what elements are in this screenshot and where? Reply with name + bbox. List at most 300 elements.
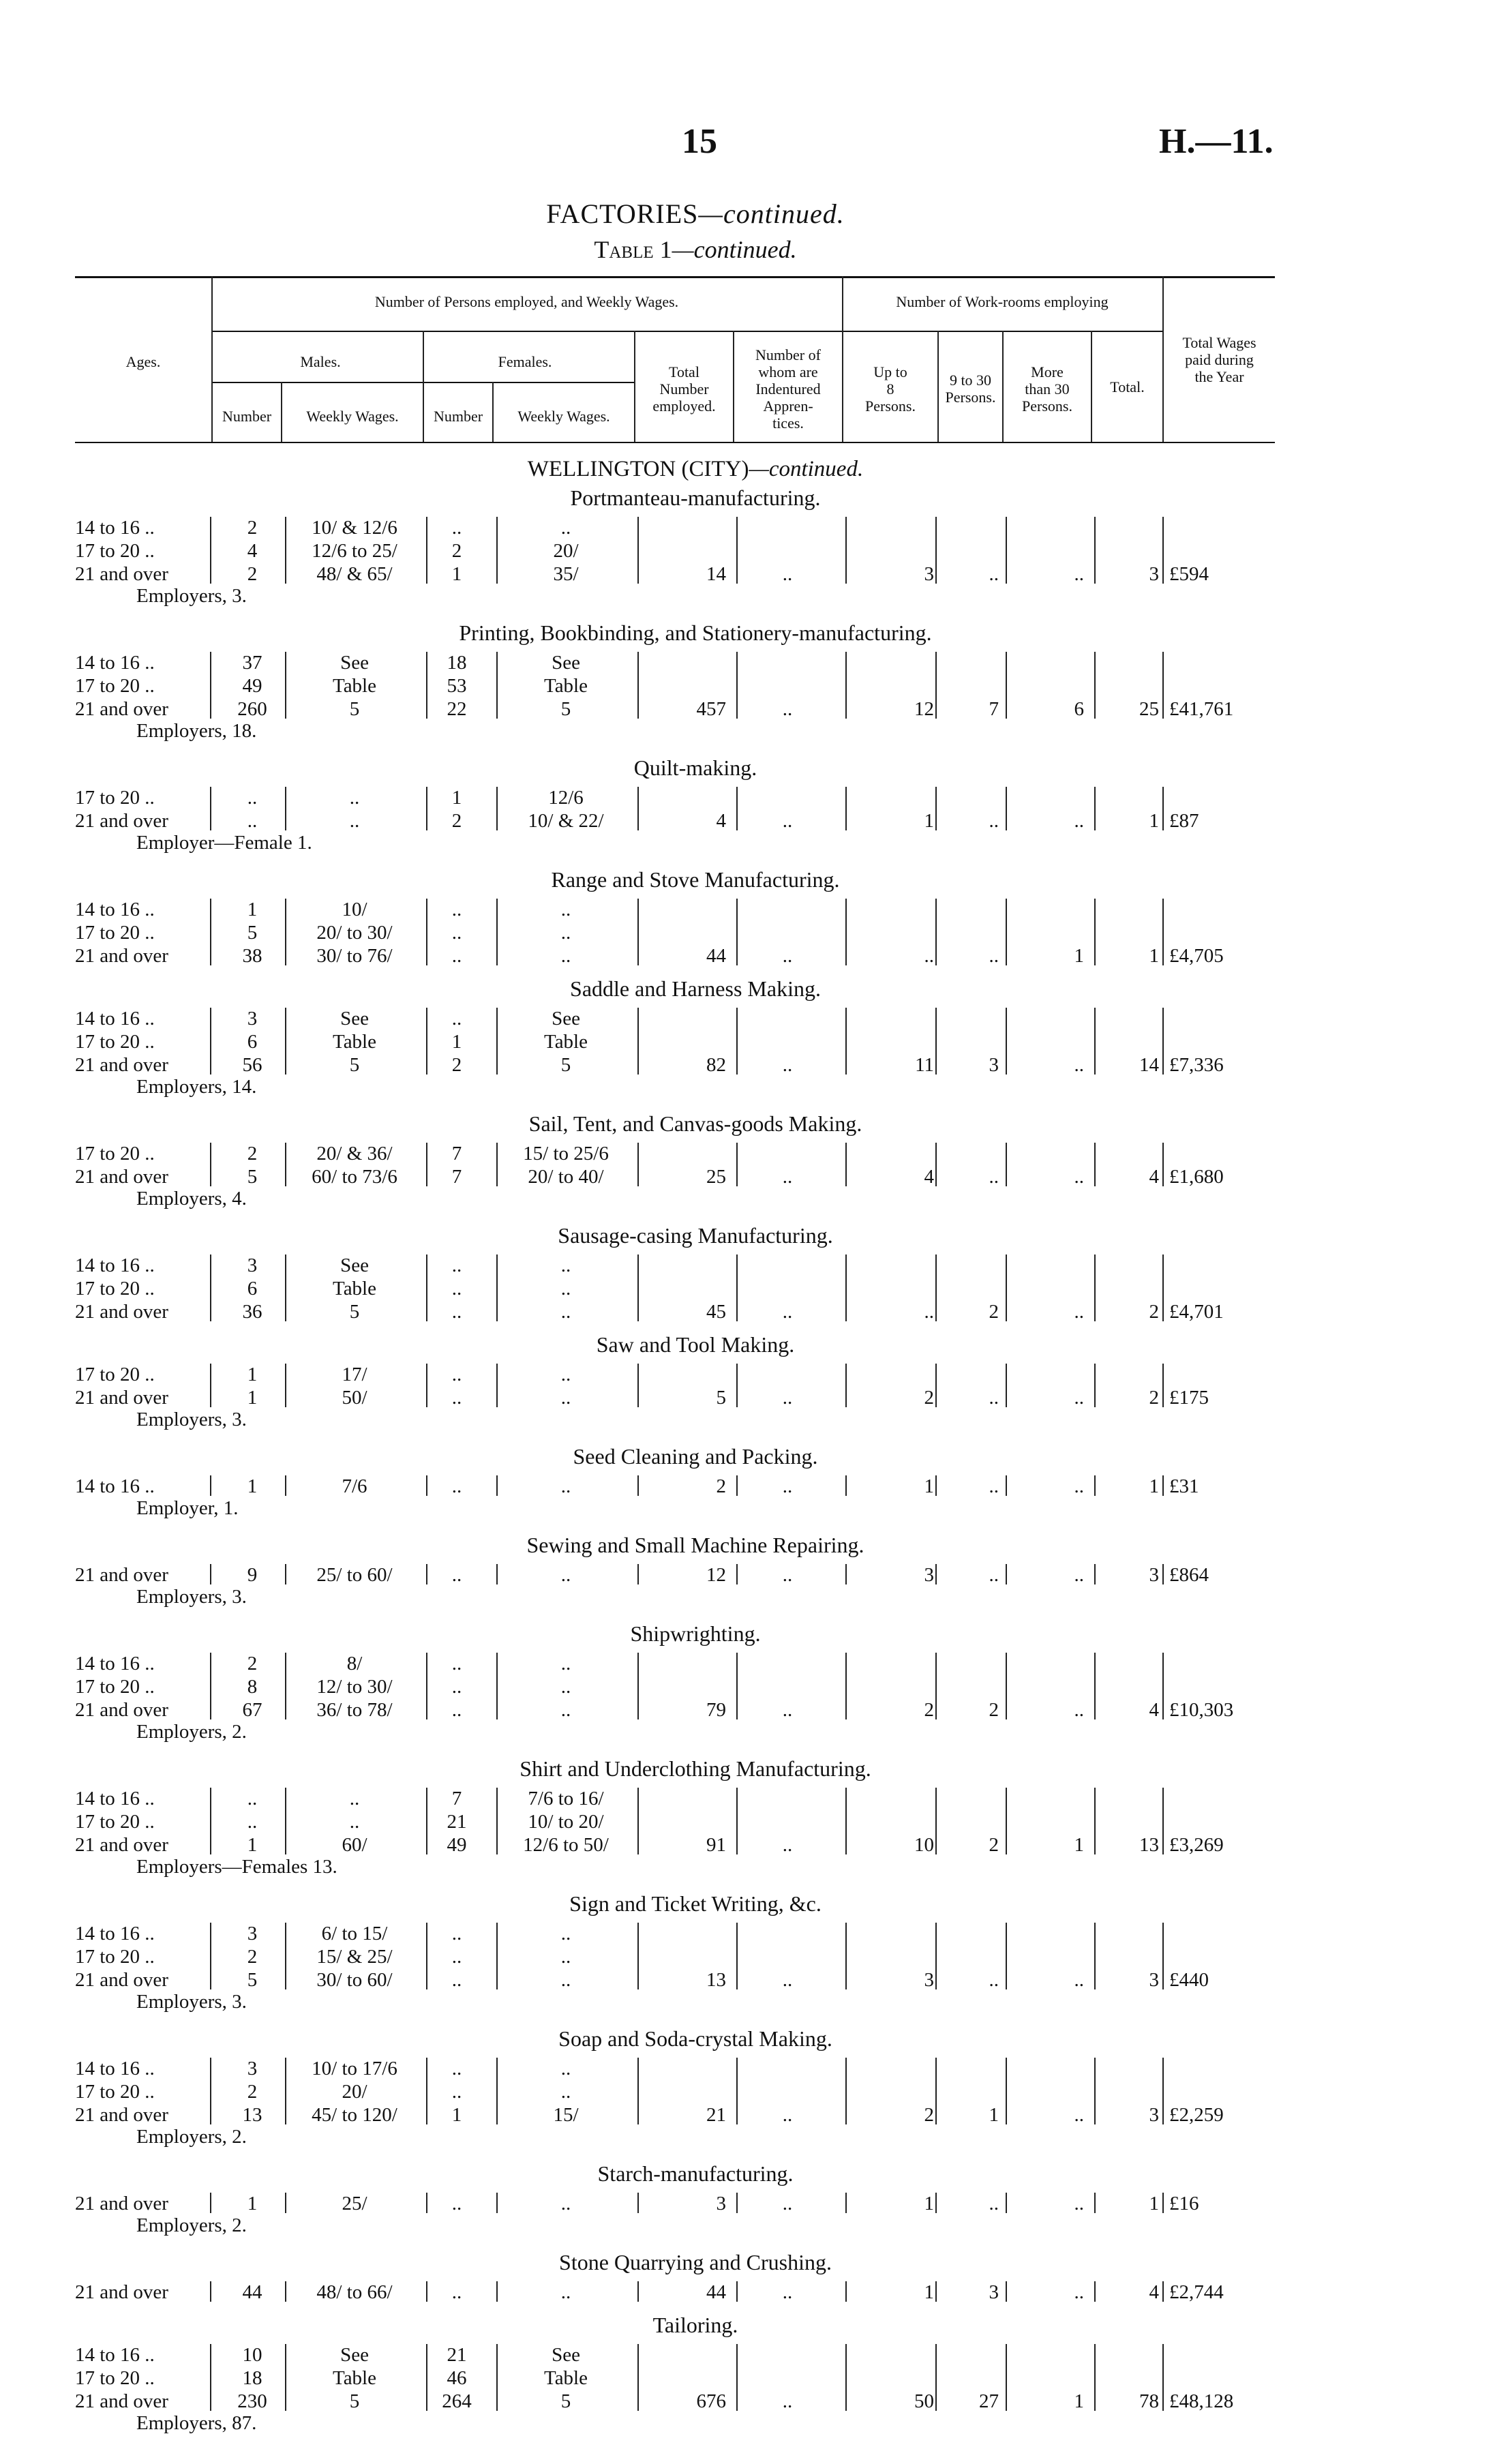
column-divider <box>637 2281 639 2302</box>
column-divider <box>637 652 639 719</box>
cell-males-number: 44 <box>242 2281 262 2303</box>
table-row <box>0 1030 1391 1054</box>
cell-males-number: 6 <box>247 1031 258 1053</box>
cell-females-number: 21 <box>447 2344 467 2366</box>
column-divider <box>845 1254 847 1321</box>
cell-age: 14 to 16 .. <box>75 1923 155 1944</box>
cell-age: 17 to 20 .. <box>75 2367 155 2389</box>
cell-total: 1 <box>1149 2193 1159 2214</box>
cell-males-wages: Table <box>333 1278 376 1299</box>
cell-males-wages: 20/ to 30/ <box>316 922 393 944</box>
females-wages-header: Weekly Wages. <box>517 408 610 425</box>
column-divider <box>935 1364 937 1407</box>
column-divider <box>496 787 498 830</box>
cell-males-number: 1 <box>247 1475 258 1497</box>
apprentices-header-line: tices. <box>772 415 804 432</box>
column-divider <box>285 2344 286 2411</box>
cell-apprentices: .. <box>782 1969 793 1991</box>
column-divider <box>285 1143 286 1186</box>
column-divider <box>637 787 639 830</box>
column-divider <box>1162 1923 1164 1989</box>
cell-females-wages: 15/ to 25/6 <box>523 1143 609 1165</box>
column-divider <box>1006 899 1007 965</box>
column-divider <box>426 2193 427 2213</box>
cell-total-employed: 13 <box>706 1969 726 1991</box>
employers-note: Employers, 4. <box>136 1188 247 1210</box>
cell-males-wages: 36/ to 78/ <box>316 1699 393 1721</box>
cell-females-number: .. <box>451 1969 462 1991</box>
total-employed-header-line: Number <box>659 380 709 397</box>
table-row <box>0 1253 1391 1278</box>
cell-total-wages: £2,744 <box>1169 2281 1224 2303</box>
cell-total-employed: 79 <box>706 1699 726 1721</box>
cell-age: 21 and over <box>75 698 168 720</box>
column-divider <box>496 1254 498 1321</box>
cell-age: 21 and over <box>75 1387 168 1409</box>
cell-age: 14 to 16 .. <box>75 1653 155 1674</box>
cell-females-number: 2 <box>451 540 462 562</box>
cell-age: 17 to 20 .. <box>75 1811 155 1833</box>
cell-females-wages: Table <box>544 675 588 697</box>
apprentices-header-line: Indentured <box>755 380 821 397</box>
cell-age: 21 and over <box>75 563 168 585</box>
cell-more-than-30: 6 <box>1074 698 1084 720</box>
column-divider <box>1162 1788 1164 1854</box>
column-divider <box>426 2281 427 2302</box>
cell-apprentices: .. <box>782 1387 793 1409</box>
cell-up-to-8: 4 <box>924 1166 934 1188</box>
column-divider <box>1162 2193 1164 2213</box>
cell-total-employed: 3 <box>716 2193 726 2214</box>
cell-apprentices: .. <box>782 563 793 585</box>
more-than-30-header <box>1004 363 1091 415</box>
column-divider <box>736 1564 738 1584</box>
column-divider <box>736 1788 738 1854</box>
document-reference: H.—11. <box>1159 122 1274 161</box>
column-divider <box>285 899 286 965</box>
cell-males-wages: 6/ to 15/ <box>321 1923 388 1944</box>
cell-females-wages: .. <box>560 1923 571 1944</box>
cell-apprentices: .. <box>782 2193 793 2214</box>
column-divider <box>935 899 937 965</box>
column-divider <box>1094 2058 1096 2124</box>
cell-females-number: .. <box>451 922 462 944</box>
cell-age: 21 and over <box>75 1564 168 1586</box>
cell-total: 13 <box>1139 1834 1159 1856</box>
cell-age: 17 to 20 .. <box>75 922 155 944</box>
cell-nine-to-30: .. <box>989 1387 999 1409</box>
cell-males-wages: 20/ & 36/ <box>316 1143 393 1165</box>
column-divider <box>496 1008 498 1075</box>
cell-males-wages: 5 <box>349 698 360 720</box>
cell-males-wages: 48/ to 66/ <box>316 2281 393 2303</box>
cell-females-wages: .. <box>560 2081 571 2103</box>
cell-females-wages: .. <box>560 1653 571 1674</box>
column-divider <box>426 1788 427 1854</box>
section-title-saddle-and-harness-making: Saddle and Harness Making. <box>570 976 821 1001</box>
column-divider <box>1006 1475 1007 1496</box>
males-wages-header: Weekly Wages. <box>306 408 399 425</box>
column-divider <box>426 2058 427 2124</box>
cell-males-number: 13 <box>242 2104 262 2126</box>
cell-nine-to-30: .. <box>989 810 999 832</box>
section-title-tailoring: Tailoring. <box>652 2313 738 2337</box>
cell-females-wages: .. <box>560 2281 571 2303</box>
column-divider <box>1094 1564 1096 1584</box>
cell-females-wages: 7/6 to 16/ <box>528 1788 604 1809</box>
cell-age: 14 to 16 .. <box>75 517 155 539</box>
cell-males-number: 49 <box>242 675 262 697</box>
column-divider <box>1094 1254 1096 1321</box>
cell-total-employed: 2 <box>716 1475 726 1497</box>
cell-total-wages: £175 <box>1169 1387 1209 1409</box>
cell-nine-to-30: 3 <box>989 1054 999 1076</box>
total-employed-header-line: Total <box>669 363 699 380</box>
section-title-shirt-and-underclothing-manufacturing: Shirt and Underclothing Manufacturing. <box>519 1756 871 1781</box>
employers-note: Employers, 2. <box>136 1721 247 1743</box>
cell-males-number: 1 <box>247 899 258 920</box>
cell-females-wages: 10/ to 20/ <box>528 1811 604 1833</box>
cell-age: 21 and over <box>75 1969 168 1991</box>
column-divider <box>1162 1653 1164 1719</box>
column-divider <box>426 1564 427 1584</box>
section-title-range-and-stove-manufacturing: Range and Stove Manufacturing. <box>551 867 840 892</box>
column-divider <box>1006 1254 1007 1321</box>
column-divider <box>935 2344 937 2411</box>
section-title-starch-manufacturing: Starch-manufacturing. <box>597 2161 794 2186</box>
males-number-header: Number <box>222 408 272 425</box>
cell-females-number: .. <box>451 1699 462 1721</box>
cell-up-to-8: 1 <box>924 2193 934 2214</box>
cell-nine-to-30: .. <box>989 1475 999 1497</box>
column-divider <box>637 1788 639 1854</box>
column-divider <box>1006 2193 1007 2213</box>
column-divider <box>1162 517 1164 584</box>
cell-up-to-8: 3 <box>924 1969 934 1991</box>
cell-males-number: 4 <box>247 540 258 562</box>
cell-up-to-8: 11 <box>915 1054 934 1076</box>
cell-age: 17 to 20 .. <box>75 787 155 809</box>
cell-total-employed: 44 <box>706 2281 726 2303</box>
cell-males-number: 1 <box>247 1834 258 1856</box>
column-divider <box>845 1008 847 1075</box>
cell-females-number: .. <box>451 1946 462 1968</box>
cell-age: 14 to 16 .. <box>75 1254 155 1276</box>
cell-apprentices: .. <box>782 1166 793 1188</box>
cell-males-number: .. <box>247 1811 258 1833</box>
column-divider <box>285 517 286 584</box>
table-subtitle <box>0 235 1391 264</box>
section-title-shipwrighting: Shipwrighting. <box>630 1621 761 1646</box>
cell-nine-to-30: .. <box>989 1969 999 1991</box>
cell-females-number: .. <box>451 1475 462 1497</box>
cell-females-wages: .. <box>560 1699 571 1721</box>
cell-total-employed: 91 <box>706 1834 726 1856</box>
column-divider <box>845 1923 847 1989</box>
table-row <box>0 697 1391 721</box>
cell-nine-to-30: 2 <box>989 1699 999 1721</box>
column-divider <box>210 517 211 584</box>
column-divider <box>736 1923 738 1989</box>
column-divider <box>210 2058 211 2124</box>
column-divider <box>736 652 738 719</box>
employers-note: Employers, 14. <box>136 1076 257 1098</box>
column-divider <box>1094 1364 1096 1407</box>
column-divider <box>285 652 286 719</box>
cell-total-employed: 12 <box>706 1564 726 1586</box>
cell-males-number: 38 <box>242 945 262 967</box>
column-divider <box>935 1143 937 1186</box>
cell-total: 4 <box>1149 1166 1159 1188</box>
column-divider <box>496 1143 498 1186</box>
cell-males-number: 5 <box>247 1166 258 1188</box>
cell-females-wages: 5 <box>560 698 571 720</box>
table-continued: —continued. <box>672 236 797 263</box>
cell-nine-to-30: 2 <box>989 1834 999 1856</box>
cell-females-number: 46 <box>447 2367 467 2389</box>
column-divider <box>736 1653 738 1719</box>
cell-males-number: 2 <box>247 1946 258 1968</box>
cell-males-number: 2 <box>247 2081 258 2103</box>
column-divider <box>1006 1564 1007 1584</box>
cell-males-wages: 20/ <box>342 2081 367 2103</box>
table-row <box>0 1385 1391 1410</box>
column-divider <box>1162 1143 1164 1186</box>
up-to-8-header <box>843 363 937 415</box>
column-divider <box>736 2193 738 2213</box>
cell-females-wages: .. <box>560 922 571 944</box>
column-divider <box>736 1008 738 1075</box>
table-row <box>0 2389 1391 2414</box>
cell-females-number: 7 <box>451 1788 462 1809</box>
column-divider <box>210 1143 211 1186</box>
column-divider <box>210 2281 211 2302</box>
cell-males-wages: 12/ to 30/ <box>316 1676 393 1698</box>
cell-total-employed: 5 <box>716 1387 726 1409</box>
cell-females-number: .. <box>451 1301 462 1323</box>
cell-age: 14 to 16 .. <box>75 1475 155 1497</box>
cell-males-number: 37 <box>242 652 262 674</box>
cell-females-wages: See <box>552 2344 580 2366</box>
cell-males-number: 18 <box>242 2367 262 2389</box>
cell-males-wages: 25/ to 60/ <box>316 1564 393 1586</box>
cell-females-wages: .. <box>560 945 571 967</box>
column-divider <box>1006 1143 1007 1186</box>
cell-total-wages: £48,128 <box>1169 2390 1234 2412</box>
cell-females-number: 53 <box>447 675 467 697</box>
cell-females-number: .. <box>451 2193 462 2214</box>
cell-females-wages: 20/ to 40/ <box>528 1166 604 1188</box>
column-divider <box>1094 1788 1096 1854</box>
persons-group-header: Number of Persons employed, and Weekly Wages. <box>374 293 679 310</box>
cell-females-wages: .. <box>560 1475 571 1497</box>
cell-males-number: 1 <box>247 2193 258 2214</box>
cell-total-wages: £2,259 <box>1169 2104 1224 2126</box>
column-divider <box>1094 652 1096 719</box>
column-divider <box>210 1254 211 1321</box>
column-divider <box>935 2193 937 2213</box>
title-main: FACTORIES <box>546 198 699 229</box>
column-divider <box>845 2193 847 2213</box>
workrooms-group-header: Number of Work-rooms employing <box>896 293 1109 310</box>
column-divider <box>285 1923 286 1989</box>
cell-females-number: .. <box>451 1008 462 1030</box>
cell-females-wages: Table <box>544 2367 588 2389</box>
column-divider <box>935 787 937 830</box>
section-title-stone-quarrying-and-crushing: Stone Quarrying and Crushing. <box>559 2250 832 2274</box>
cell-apprentices: .. <box>782 1475 793 1497</box>
cell-age: 21 and over <box>75 1166 168 1188</box>
table-row <box>0 1006 1391 1031</box>
column-divider <box>1006 652 1007 719</box>
cell-males-wages: 60/ to 73/6 <box>312 1166 397 1188</box>
cell-females-wages: See <box>552 652 580 674</box>
cell-females-wages: .. <box>560 2193 571 2214</box>
cell-males-number: 5 <box>247 922 258 944</box>
nine-to-30-header-line: 9 to 30 <box>949 372 992 389</box>
cell-females-wages: .. <box>560 517 571 539</box>
persons-group-rule <box>211 331 842 332</box>
column-divider <box>285 2193 286 2213</box>
section-title-sail-tent-and-canvas-goods-making: Sail, Tent, and Canvas-goods Making. <box>528 1111 862 1136</box>
table-row <box>0 1921 1391 1946</box>
cell-total-employed: 25 <box>706 1166 726 1188</box>
more-than-30-header-line: than 30 <box>1025 380 1070 397</box>
column-divider <box>736 2344 738 2411</box>
cell-more-than-30: .. <box>1074 2193 1084 2214</box>
females-number-header: Number <box>433 408 483 425</box>
column-divider <box>285 787 286 830</box>
cell-females-wages: 12/6 <box>548 787 584 809</box>
column-divider <box>210 2193 211 2213</box>
total-employed-header <box>635 363 733 415</box>
cell-total-employed: 45 <box>706 1301 726 1323</box>
cell-males-number: 5 <box>247 1969 258 1991</box>
cell-up-to-8: 1 <box>924 1475 934 1497</box>
column-divider <box>1006 1923 1007 1989</box>
column-divider <box>426 1143 427 1186</box>
cell-females-wages: 5 <box>560 2390 571 2412</box>
cell-females-wages: See <box>552 1008 580 1030</box>
column-divider <box>285 1364 286 1407</box>
cell-up-to-8: 12 <box>914 698 934 720</box>
section-title-quilt-making: Quilt-making. <box>633 755 757 780</box>
cell-females-number: .. <box>451 1364 462 1385</box>
table-row <box>0 2056 1391 2081</box>
cell-total-wages: £594 <box>1169 563 1209 585</box>
column-divider <box>210 2344 211 2411</box>
cell-males-wages: 30/ to 76/ <box>316 945 393 967</box>
cell-males-wages: 10/ & 12/6 <box>312 517 397 539</box>
cell-males-number: 9 <box>247 1564 258 1586</box>
cell-apprentices: .. <box>782 2104 793 2126</box>
region-continued: —continued. <box>749 457 864 481</box>
cell-age: 17 to 20 .. <box>75 2081 155 2103</box>
column-divider <box>637 2193 639 2213</box>
cell-more-than-30: .. <box>1074 2281 1084 2303</box>
cell-total-wages: £31 <box>1169 1475 1199 1497</box>
cell-males-number: 260 <box>237 698 267 720</box>
total-wages-header <box>1164 334 1275 385</box>
cell-age: 21 and over <box>75 945 168 967</box>
cell-females-wages: .. <box>560 2058 571 2079</box>
column-divider <box>637 1653 639 1719</box>
column-divider <box>736 1475 738 1496</box>
cell-more-than-30: .. <box>1074 1166 1084 1188</box>
column-divider <box>736 1254 738 1321</box>
cell-females-wages: .. <box>560 1564 571 1586</box>
column-divider <box>1094 899 1096 965</box>
cell-males-wages: 5 <box>349 1054 360 1076</box>
cell-males-wages: Table <box>333 1031 376 1053</box>
cell-apprentices: .. <box>782 945 793 967</box>
column-divider <box>496 2058 498 2124</box>
more-than-30-header-line: Persons. <box>1022 397 1072 415</box>
cell-more-than-30: .. <box>1074 563 1084 585</box>
column-divider <box>637 1364 639 1407</box>
cell-females-number: 1 <box>451 1031 462 1053</box>
cell-nine-to-30: .. <box>989 945 999 967</box>
cell-females-wages: 20/ <box>553 540 579 562</box>
cell-females-number: 49 <box>447 1834 467 1856</box>
cell-age: 14 to 16 .. <box>75 2344 155 2366</box>
cell-females-wages: .. <box>560 1676 571 1698</box>
cell-males-number: 8 <box>247 1676 258 1698</box>
cell-males-wages: See <box>340 2344 369 2366</box>
column-divider <box>210 1475 211 1496</box>
cell-males-wages: 7/6 <box>342 1475 367 1497</box>
section-title-soap-and-soda-crystal-making: Soap and Soda-crystal Making. <box>558 2026 832 2051</box>
cell-nine-to-30: .. <box>989 1166 999 1188</box>
total-header: Total. <box>1110 378 1145 395</box>
cell-males-number: .. <box>247 810 258 832</box>
cell-males-number: .. <box>247 1788 258 1809</box>
column-divider <box>637 1564 639 1584</box>
cell-total-employed: 21 <box>706 2104 726 2126</box>
cell-total-wages: £864 <box>1169 1564 1209 1586</box>
column-divider <box>1162 1564 1164 1584</box>
cell-up-to-8: 10 <box>914 1834 934 1856</box>
column-divider <box>426 1254 427 1321</box>
column-divider <box>935 652 937 719</box>
cell-total: 14 <box>1139 1054 1159 1076</box>
cell-nine-to-30: 3 <box>989 2281 999 2303</box>
cell-age: 21 and over <box>75 1054 168 1076</box>
column-divider <box>496 517 498 584</box>
cell-total: 3 <box>1149 1969 1159 1991</box>
cell-males-wages: 8/ <box>346 1653 363 1674</box>
nine-to-30-header-line: Persons. <box>945 389 996 406</box>
page-number: 15 <box>682 122 717 161</box>
column-divider <box>935 1923 937 1989</box>
cell-total: 4 <box>1149 2281 1159 2303</box>
cell-females-wages: .. <box>560 1254 571 1276</box>
column-divider <box>1094 787 1096 830</box>
cell-females-number: 1 <box>451 2104 462 2126</box>
column-divider <box>496 2344 498 2411</box>
cell-more-than-30: .. <box>1074 1969 1084 1991</box>
cell-total-employed: 44 <box>706 945 726 967</box>
section-title-sausage-casing-manufacturing: Sausage-casing Manufacturing. <box>558 1223 833 1248</box>
column-divider <box>496 899 498 965</box>
cell-males-wages: 25/ <box>342 2193 367 2214</box>
cell-age: 21 and over <box>75 1699 168 1721</box>
cell-males-number: 1 <box>247 1364 258 1385</box>
cell-total: 1 <box>1149 945 1159 967</box>
cell-females-wages: 15/ <box>553 2104 579 2126</box>
column-divider <box>496 1923 498 1989</box>
column-divider <box>1006 1788 1007 1854</box>
